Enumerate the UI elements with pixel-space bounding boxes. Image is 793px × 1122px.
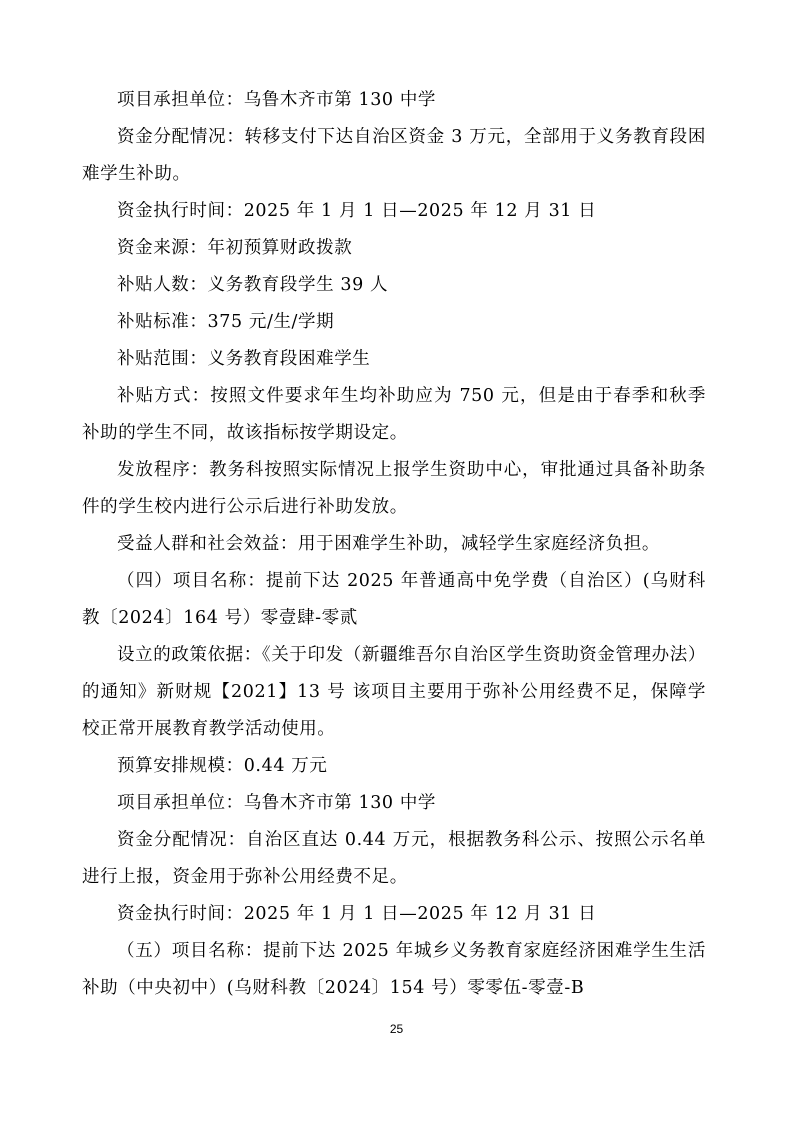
paragraph-unit-2: 项目承担单位：乌鲁木齐市第 130 中学 <box>117 793 437 813</box>
paragraph-distribution-procedure: 发放程序：教务科按照实际情况上报学生资助中心，审批通过具备补助条件的学生校内进行公示后进行补助发放。 <box>82 460 706 517</box>
paragraph-fund-allocation-2: 资金分配情况：自治区直达 0.44 万元，根据教务科公示、按照公示名单进行上报，资金用于弥补公用经费不足。 <box>82 830 706 887</box>
page-number: 25 <box>389 1022 404 1036</box>
paragraph-subsidy-method: 补贴方式：按照文件要求年生均补助应为 750 元，但是由于春季和秋季补助的学生不同，故该指标按学期设定。 <box>82 386 706 443</box>
paragraph-subsidy-count: 补贴人数：义务教育段学生 39 人 <box>117 275 389 295</box>
paragraph-subsidy-standard: 补贴标准：375 元/生/学期 <box>117 312 335 332</box>
paragraph-project-five-title: （五）项目名称：提前下达 2025 年城乡义务教育家庭经济困难学生生活补助（中央初中）(乌财科教〔2024〕154 号）零零伍-零壹-B <box>82 941 706 998</box>
paragraph-subsidy-scope: 补贴范围：义务教育段困难学生 <box>117 349 371 369</box>
paragraph-exec-time-2: 资金执行时间：2025 年 1 月 1 日—2025 年 12 月 31 日 <box>117 904 597 924</box>
paragraph-unit: 项目承担单位：乌鲁木齐市第 130 中学 <box>117 90 437 110</box>
paragraph-beneficiaries: 受益人群和社会效益：用于困难学生补助，减轻学生家庭经济负担。 <box>117 534 660 554</box>
paragraph-project-four-title: （四）项目名称：提前下达 2025 年普通高中免学费（自治区）(乌财科教〔2024〕164 号）零壹肆-零贰 <box>82 571 706 628</box>
paragraph-exec-time: 资金执行时间：2025 年 1 月 1 日—2025 年 12 月 31 日 <box>117 201 597 221</box>
paragraph-fund-allocation: 资金分配情况：转移支付下达自治区资金 3 万元，全部用于义务教育段困难学生补助。 <box>82 127 706 184</box>
paragraph-policy-basis: 设立的政策依据：《关于印发（新疆维吾尔自治区学生资助资金管理办法）的通知》新财规【2021】13 号 该项目主要用于弥补公用经费不足，保障学校正常开展教育教学活动使用。 <box>82 645 706 739</box>
paragraph-budget-scale: 预算安排规模：0.44 万元 <box>117 756 328 776</box>
paragraph-fund-source: 资金来源：年初预算财政拨款 <box>117 238 353 258</box>
